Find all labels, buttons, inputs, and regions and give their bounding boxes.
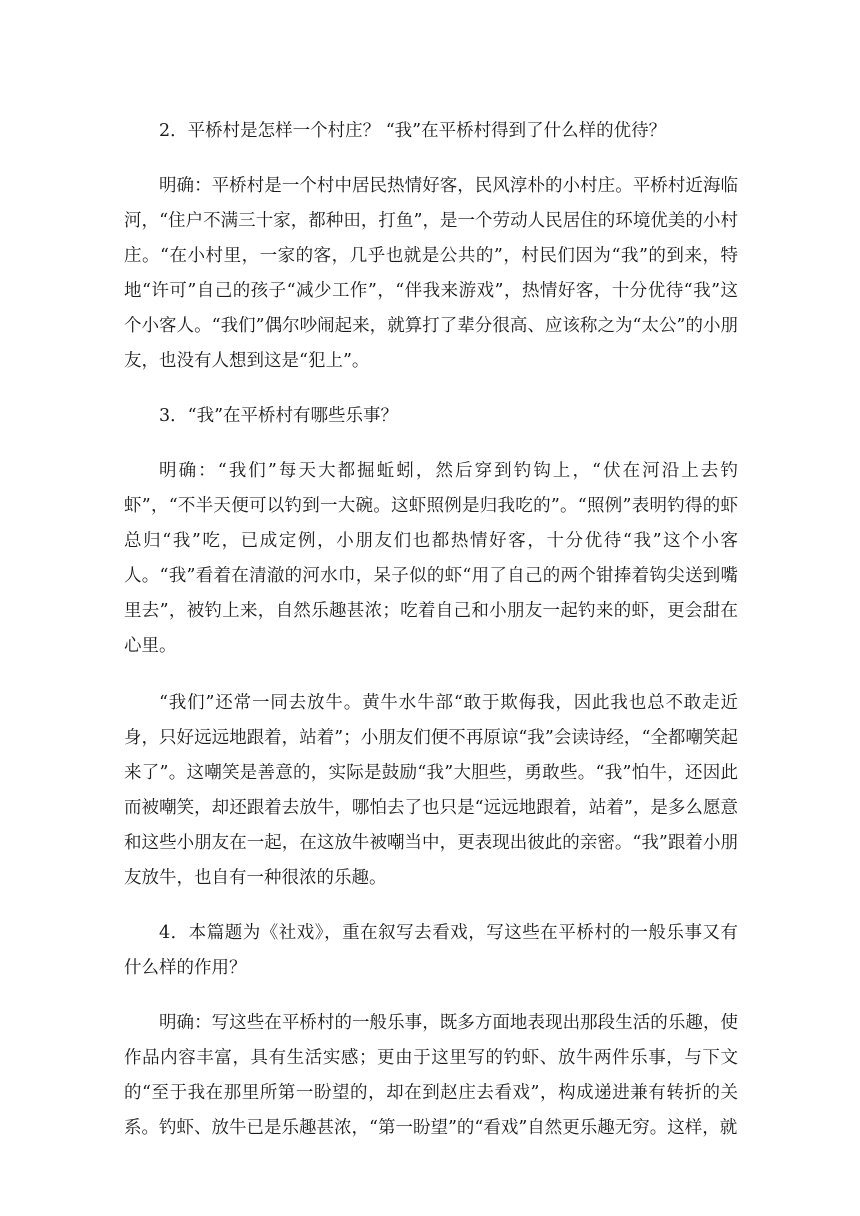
question-3: 3．“我”在平桥村有哪些乐事？ <box>159 406 399 426</box>
answer-4: 明确：写这些在平桥村的一般乐事，既多方面地表现出那段生活的乐趣，使作品内容丰富，具有生活实感；更由于这里写的钓虾、放牛两件乐事，与下文的“至于我在那里所第一盼望的，却在到赵庄去看戏”，构成递进兼有转折的关系。钓虾、放牛已是乐趣甚浓，“第一盼望”的“看戏”自然更乐趣无穷。这样，就 <box>124 1013 738 1138</box>
answer-2: 明确：平桥村是一个村中居民热情好客，民风淳朴的小村庄。平桥村近海临河，“住户不满三十家，都种田，打鱼”，是一个劳动人民居住的环境优美的小村庄。“在小村里，一家的客，几乎也就是公共的”，村民们因为“我”的到来，特地“许可”自己的孩子“减少工作”，“伴我来游戏”，热情好客，十分优待“我”这个小客人。“我们”偶尔吵闹起来，就算打了辈分很高、应该称之为“太公”的小朋友，也没有人想到这是“犯上”。 <box>124 176 738 371</box>
document-body <box>124 114 738 1146</box>
answer-3-part-2: “我们”还常一同去放牛。黄牛水牛部“敢于欺侮我，因此我也总不敢走近身，只好远远地跟着，站着”；小朋友们便不再原谅“我”会读诗经，“全都嘲笑起来了”。这嘲笑是善意的，实际是鼓励“我”大胆些，勇敢些。“我”怕牛，还因此而被嘲笑，却还跟着去放牛，哪怕去了也只是“远远地跟着，站着”，是多么愿意和这些小朋友在一起，在这放牛被嘲当中，更表现出彼此的亲密。“我”跟着小朋友放牛，也自有一种很浓的乐趣。 <box>124 693 738 888</box>
question-4: 4．本篇题为《社戏》，重在叙写去看戏，写这些在平桥村的一般乐事又有什么样的作用？ <box>124 923 738 978</box>
question-2: 2．平桥村是怎样一个村庄？ “我”在平桥村得到了什么样的优待？ <box>159 121 667 141</box>
answer-3-part-1: 明确：“我们”每天大都掘蚯蚓，然后穿到钓钩上，“伏在河沿上去钓虾”，“不半天便可以钓到一大碗。这虾照例是归我吃的”。“照例”表明钓得的虾总归“我”吃，已成定例，小朋友们也都热情好客，十分优待“我”这个小客人。“我”看着在清澈的河水巾，呆子似的虾“用了自己的两个钳捧着钩尖送到嘴里去”，被钓上来，自然乐趣甚浓；吃着自己和小朋友一起钓来的虾，更会甜在心里。 <box>124 461 738 656</box>
